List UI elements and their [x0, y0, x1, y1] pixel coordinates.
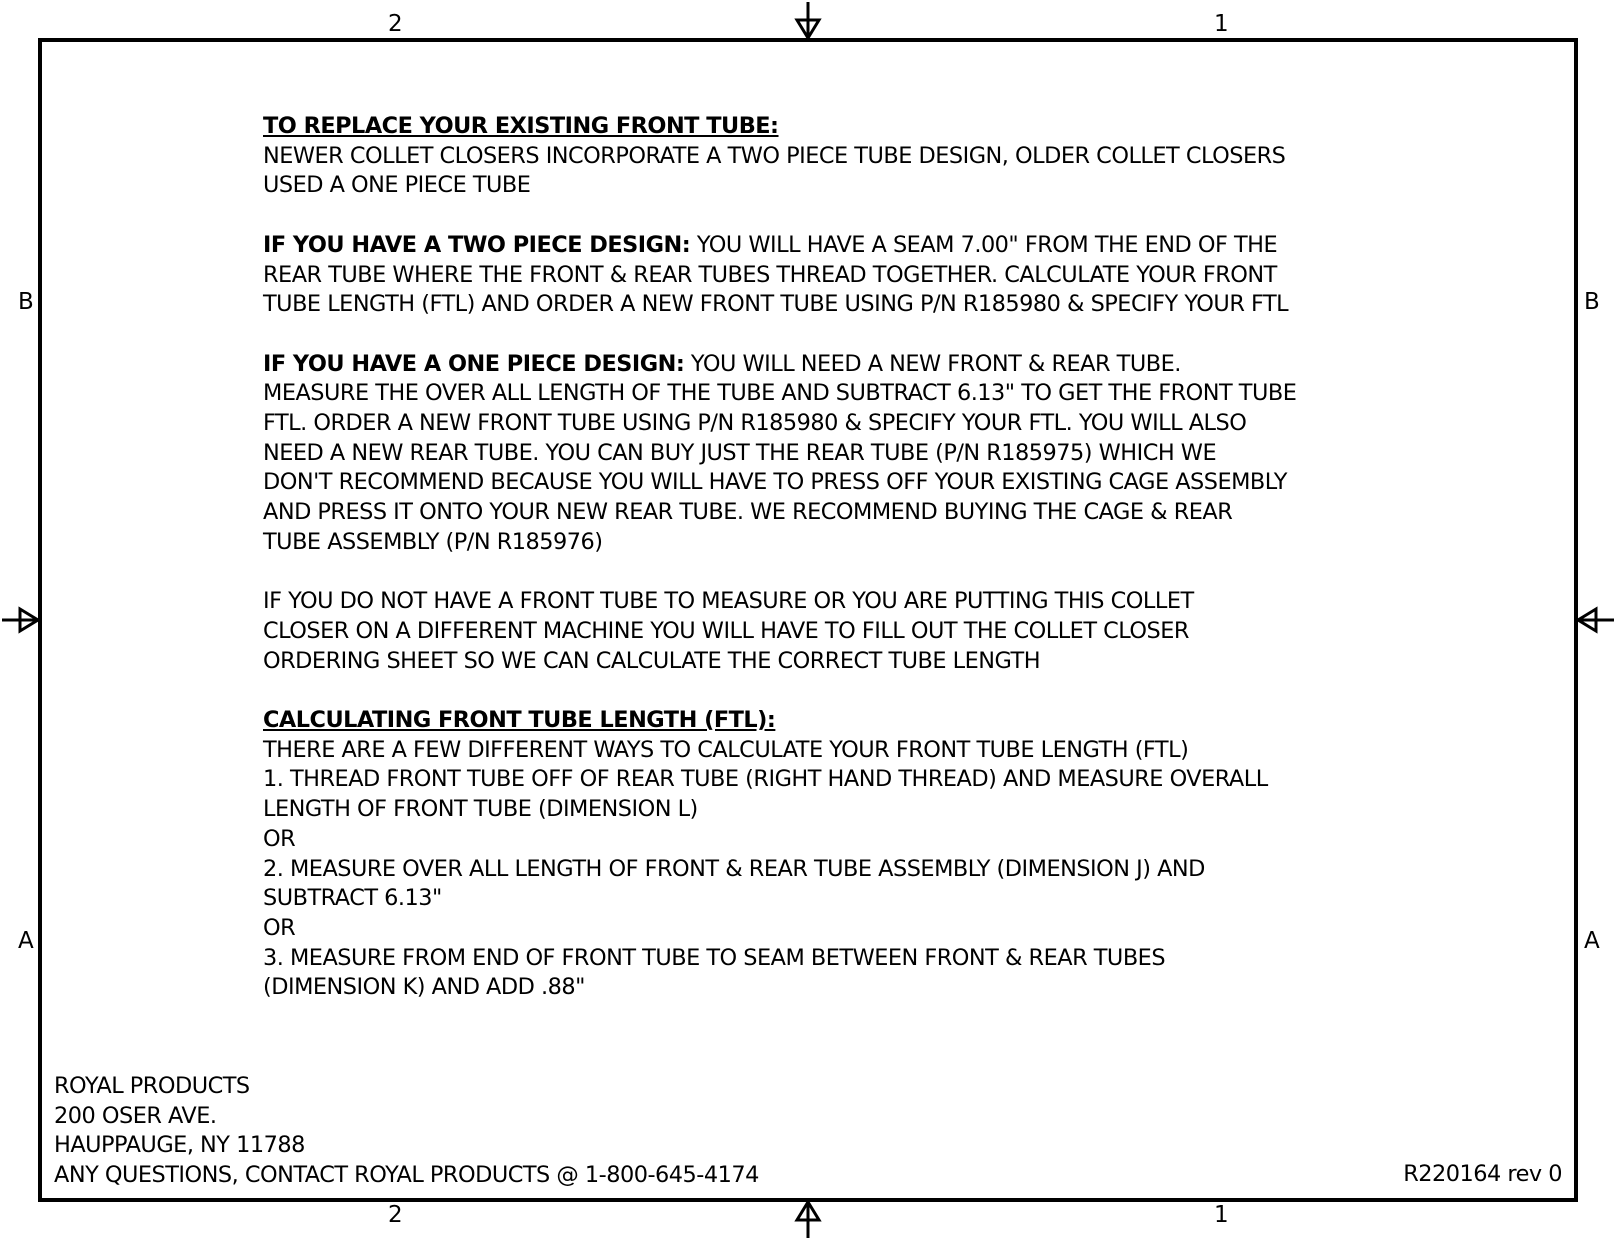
- zone-label-bottom-1: 1: [1214, 1202, 1229, 1228]
- spacer: [263, 201, 1353, 231]
- city-state-zip: HAUPPAUGE, NY 11788: [54, 1132, 305, 1158]
- contact-line: ANY QUESTIONS, CONTACT ROYAL PRODUCTS @ 1-800-645-4174: [54, 1161, 759, 1188]
- text-line: SUBTRACT 6.13": [263, 885, 442, 912]
- zone-label-right-b: B: [1584, 289, 1600, 315]
- text-line: YOU WILL NEED A NEW FRONT & REAR TUBE.: [684, 350, 1181, 377]
- text-line: TUBE LENGTH (FTL) AND ORDER A NEW FRONT TUBE USING P/N R185980 & SPECIFY YOUR FTL: [263, 291, 1289, 318]
- top-center-mark: [797, 2, 819, 40]
- text-line: CLOSER ON A DIFFERENT MACHINE YOU WILL HAVE TO FILL OUT THE COLLET CLOSER: [263, 617, 1189, 644]
- text-line: 3. MEASURE FROM END OF FRONT TUBE TO SEAM BETWEEN FRONT & REAR TUBES: [263, 944, 1166, 971]
- zone-label-left-b: B: [18, 289, 34, 315]
- one-piece-lead: IF YOU HAVE A ONE PIECE DESIGN:: [263, 350, 685, 377]
- two-piece-paragraph-start: [263, 231, 1353, 261]
- zone-label-left-a: A: [18, 928, 34, 954]
- text-line: YOU WILL HAVE A SEAM 7.00" FROM THE END OF THE: [690, 231, 1278, 258]
- ftl-heading: CALCULATING FRONT TUBE LENGTH (FTL):: [263, 707, 776, 733]
- replace-tube-heading: TO REPLACE YOUR EXISTING FRONT TUBE:: [263, 113, 779, 139]
- text-line: MEASURE THE OVER ALL LENGTH OF THE TUBE AND SUBTRACT 6.13" TO GET THE FRONT TUBE: [263, 380, 1297, 407]
- zone-label-bottom-2: 2: [388, 1202, 403, 1228]
- text-line: NEWER COLLET CLOSERS INCORPORATE A TWO PIECE TUBE DESIGN, OLDER COLLET CLOSERS: [263, 142, 1286, 169]
- two-piece-lead: IF YOU HAVE A TWO PIECE DESIGN:: [263, 231, 691, 258]
- text-line: OR: [263, 914, 296, 941]
- text-line: TUBE ASSEMBLY (P/N R185976): [263, 528, 603, 555]
- text-line: NEED A NEW REAR TUBE. YOU CAN BUY JUST THE REAR TUBE (P/N R185975) WHICH WE: [263, 439, 1217, 466]
- text-line: DON'T RECOMMEND BECAUSE YOU WILL HAVE TO PRESS OFF YOUR EXISTING CAGE ASSEMBLY: [263, 469, 1287, 496]
- zone-label-top-2: 2: [388, 11, 403, 37]
- text-line: IF YOU DO NOT HAVE A FRONT TUBE TO MEASURE OR YOU ARE PUTTING THIS COLLET: [263, 588, 1194, 615]
- document-number: R220164 rev 0: [1403, 1161, 1562, 1187]
- text-line: 2. MEASURE OVER ALL LENGTH OF FRONT & REAR TUBE ASSEMBLY (DIMENSION J) AND: [263, 855, 1205, 882]
- company-address-block: [54, 1072, 759, 1190]
- text-line: THERE ARE A FEW DIFFERENT WAYS TO CALCULATE YOUR FRONT TUBE LENGTH (FTL): [263, 736, 1189, 763]
- spacer: [263, 558, 1353, 588]
- company-name: ROYAL PRODUCTS: [54, 1073, 250, 1099]
- text-line: (DIMENSION K) AND ADD .88": [263, 974, 585, 1001]
- left-center-mark: [2, 609, 40, 631]
- bottom-center-mark: [797, 1200, 819, 1238]
- text-line: OR: [263, 825, 296, 852]
- text-line: REAR TUBE WHERE THE FRONT & REAR TUBES THREAD TOGETHER. CALCULATE YOUR FRONT: [263, 261, 1277, 288]
- text-line: LENGTH OF FRONT TUBE (DIMENSION L): [263, 796, 698, 823]
- text-line: USED A ONE PIECE TUBE: [263, 172, 531, 199]
- zone-label-right-a: A: [1584, 928, 1600, 954]
- spacer: [263, 676, 1353, 706]
- one-piece-paragraph-start: [263, 350, 1353, 380]
- zone-label-top-1: 1: [1214, 11, 1229, 37]
- text-line: 1. THREAD FRONT TUBE OFF OF REAR TUBE (RIGHT HAND THREAD) AND MEASURE OVERALL: [263, 766, 1268, 793]
- spacer: [263, 320, 1353, 350]
- right-center-mark: [1576, 609, 1614, 631]
- street-address: 200 OSER AVE.: [54, 1102, 217, 1129]
- text-line: AND PRESS IT ONTO YOUR NEW REAR TUBE. WE RECOMMEND BUYING THE CAGE & REAR: [263, 499, 1233, 526]
- text-line: FTL. ORDER A NEW FRONT TUBE USING P/N R185980 & SPECIFY YOUR FTL. YOU WILL ALSO: [263, 410, 1247, 436]
- instructions-body: [263, 112, 1353, 1003]
- text-line: ORDERING SHEET SO WE CAN CALCULATE THE CORRECT TUBE LENGTH: [263, 647, 1041, 674]
